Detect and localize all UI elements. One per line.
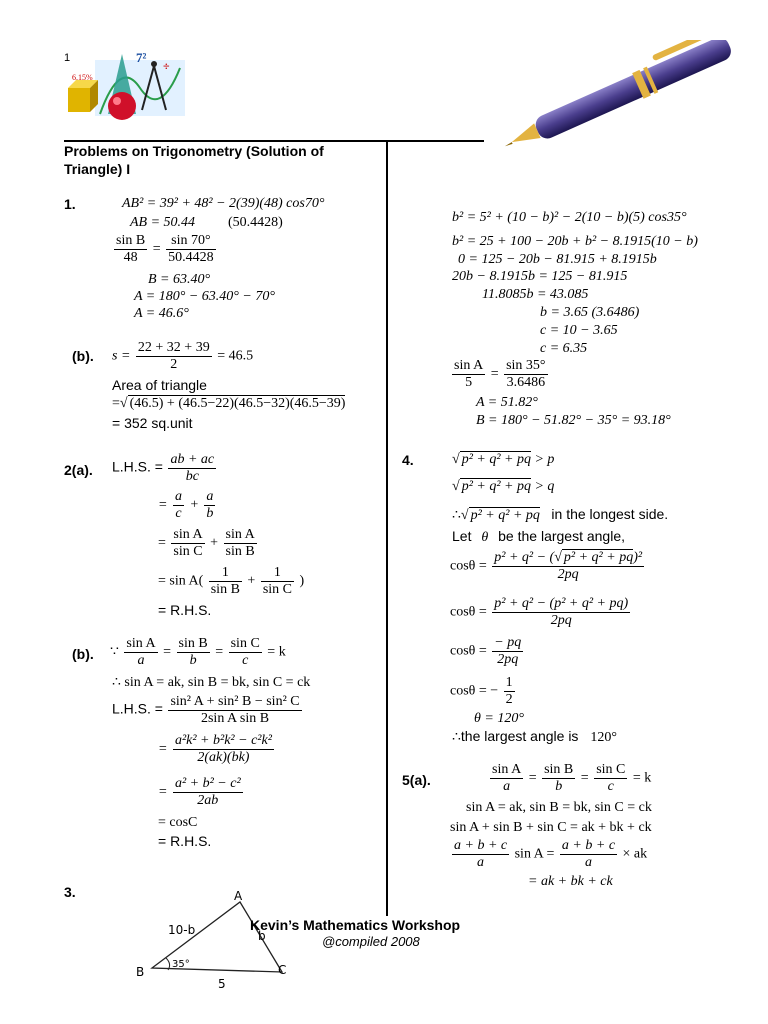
q4-longest-side: ∴√ p² + q² + pq in the longest side. <box>452 506 669 523</box>
question-4-label: 4. <box>402 452 414 468</box>
side-bc-label: 5 <box>218 977 226 991</box>
q5a-line-2: sin A = ak, sin B = bk, sin C = ck <box>466 800 652 815</box>
q4-cos-line-3: cosθ = $\frac{- pq}{2pq}$ <box>450 635 522 667</box>
q2b-line-5: = $\frac{\text{a² + b² − c²}}{2ab}$ <box>158 776 241 808</box>
q3-line-4: 20b − 8.1915b = 125 − 81.915 <box>452 269 628 284</box>
q3-sine-rule: $\frac{\text{sin A}}{5}$ = $\frac{\sin 35^\circ}{3.6486}$ <box>454 358 546 390</box>
vertex-b-label: B <box>136 965 145 979</box>
footer-subtitle: @compiled 2008 <box>322 934 420 949</box>
q1b-heron: =√ (46.5) + (46.5−22)(46.5−32)(46.5−39) <box>112 396 346 411</box>
q4-let-line: Let θ be the largest angle, <box>452 528 626 545</box>
q1b-area-label: Area of triangle <box>112 377 207 393</box>
q5a-sine-rule: $\frac{\text{sin A}}{a}$ = $\frac{\text{sin B}}{b}$ = $\frac{\text{sin C}}{c}$ = k <box>492 762 652 794</box>
q1b-area-result: = 352 sq.unit <box>112 415 193 431</box>
q1-line-4: B = 63.40° <box>148 272 211 287</box>
q1-line-1: AB² = 39² + 48² − 2(39)(48) cos70° <box>122 196 325 211</box>
q3-line-11: B = 180° − 51.82° − 35° = 93.18° <box>476 413 671 428</box>
math-shapes-logo <box>60 48 190 124</box>
question-2b-label: (b). <box>72 646 94 662</box>
question-1-label: 1. <box>64 196 76 212</box>
q3-line-8: c = 6.35 <box>540 341 588 356</box>
q3-line-1: b² = 5² + (10 − b)² − 2(10 − b)(5) cos35° <box>452 210 687 225</box>
q2a-rhs: = R.H.S. <box>158 602 212 618</box>
side-ab-label: 10-b <box>168 923 196 937</box>
triangle-diagram <box>128 888 298 992</box>
q3-line-7: c = 10 − 3.65 <box>540 323 618 338</box>
q2b-rhs: = R.H.S. <box>158 833 212 849</box>
q5a-line-3: sin A + sin B + sin C = ak + bk + ck <box>450 820 652 835</box>
angle-b-label: 35° <box>172 959 190 970</box>
q1-line-5: A = 180° − 63.40° − 70° <box>134 289 275 304</box>
vertex-a-label: A <box>234 889 243 903</box>
q2a-line-1: L.H.S. = $\frac{ab + ac}{bc}$ <box>112 452 215 484</box>
vertex-c-label: C <box>278 963 287 977</box>
question-1b-label: (b). <box>72 348 94 364</box>
q2b-line-2: ∴ sin A = ak, sin B = bk, sin C = ck <box>112 675 311 690</box>
side-ac-label: b <box>258 929 266 943</box>
q1-sine-rule: $\frac{\text{sin B}}{48}$ = $\frac{\sin 70^\circ}{50.4428}$ <box>116 233 214 265</box>
column-divider <box>386 141 388 916</box>
footer-title: Kevin’s Mathematics Workshop <box>250 917 461 933</box>
q5a-line-4: $\frac{a + b + c}{a}$ sin A = $\frac{a + b + c}{a}$ × ak <box>454 838 648 870</box>
q3-line-5: 11.8085b = 43.085 <box>482 287 589 302</box>
q4-cos-line-4: cosθ = − $\frac{1}{2}$ <box>450 675 513 707</box>
q4-ineq-1: √ p² + q² + pq > p <box>452 452 555 467</box>
q2b-line-4: = $\frac{\text{a²k² + b²k² − c²k²}}{2(ak)(bk)}$ <box>158 733 272 765</box>
q2b-line-6: = cosC <box>158 815 198 830</box>
q4-cos-line-1: cosθ = $\frac{\text{p² + q² − (√ p² + q² + pq)²}}{2pq}$ <box>450 550 643 582</box>
q3-line-6: b = 3.65 (3.6486) <box>540 305 640 320</box>
q4-cos-line-2: cosθ = $\frac{\text{p² + q² − (p² + q² + pq)}}{2pq}$ <box>450 596 629 628</box>
page-title: Problems on Trigonometry (Solution of Triangle) I <box>64 143 324 177</box>
question-3-label: 3. <box>64 884 76 900</box>
q3-line-3: 0 = 125 − 20b − 81.915 + 8.1915b <box>458 252 657 267</box>
q2a-line-2: = $\frac{a}{c}$ + $\frac{a}{b}$ <box>158 489 214 521</box>
q4-theta-value: θ = 120° <box>474 711 524 726</box>
q1-line-2: AB = 50.44 <box>130 215 196 230</box>
q3-line-10: A = 51.82° <box>476 395 538 410</box>
question-2a-label: 2(a). <box>64 462 93 478</box>
q2a-line-4: = sin A( $\frac{1}{\text{sin B}}$ + $\frac{1}{\text{sin C}}$ ) <box>158 565 305 597</box>
q1b-semi-perimeter: s = $\frac{22 + 32 + 39}{2}$ = 46.5 <box>112 340 254 372</box>
question-5a-label: 5(a). <box>402 772 431 788</box>
q5a-line-5: = ak + bk + ck <box>528 874 613 889</box>
q4-ineq-2: √ p² + q² + pq > q <box>452 479 555 494</box>
q1-line-6: A = 46.6° <box>134 306 189 321</box>
q4-conclusion: ∴the largest angle is 120° <box>452 728 617 745</box>
q2a-line-3: = $\frac{\text{sin A}}{\text{sin C}}$ + $\frac{\text{sin A}}{\text{sin B}}$ <box>158 527 255 559</box>
logo-percent-label: 6.15% <box>72 73 93 82</box>
q2b-sine-rule: ∵ $\frac{\text{sin A}}{a}$ = $\frac{\text{sin B}}{b}$ = $\frac{\text{sin C}}{c}$ = k <box>110 636 286 668</box>
q3-line-2: b² = 25 + 100 − 20b + b² − 8.1915(10 − b) <box>452 234 698 249</box>
logo-power-label: 7² <box>136 50 147 65</box>
q2b-line-3: L.H.S. = $\frac{\text{sin² A + sin² B − sin² C}}{\text{2sin A sin B}}$ <box>112 694 300 726</box>
svg-text:÷: ÷ <box>163 59 170 73</box>
page-number: 1 <box>64 52 71 64</box>
q1-line-2-precise: (50.4428) <box>228 215 283 230</box>
fountain-pen-icon <box>490 40 750 150</box>
